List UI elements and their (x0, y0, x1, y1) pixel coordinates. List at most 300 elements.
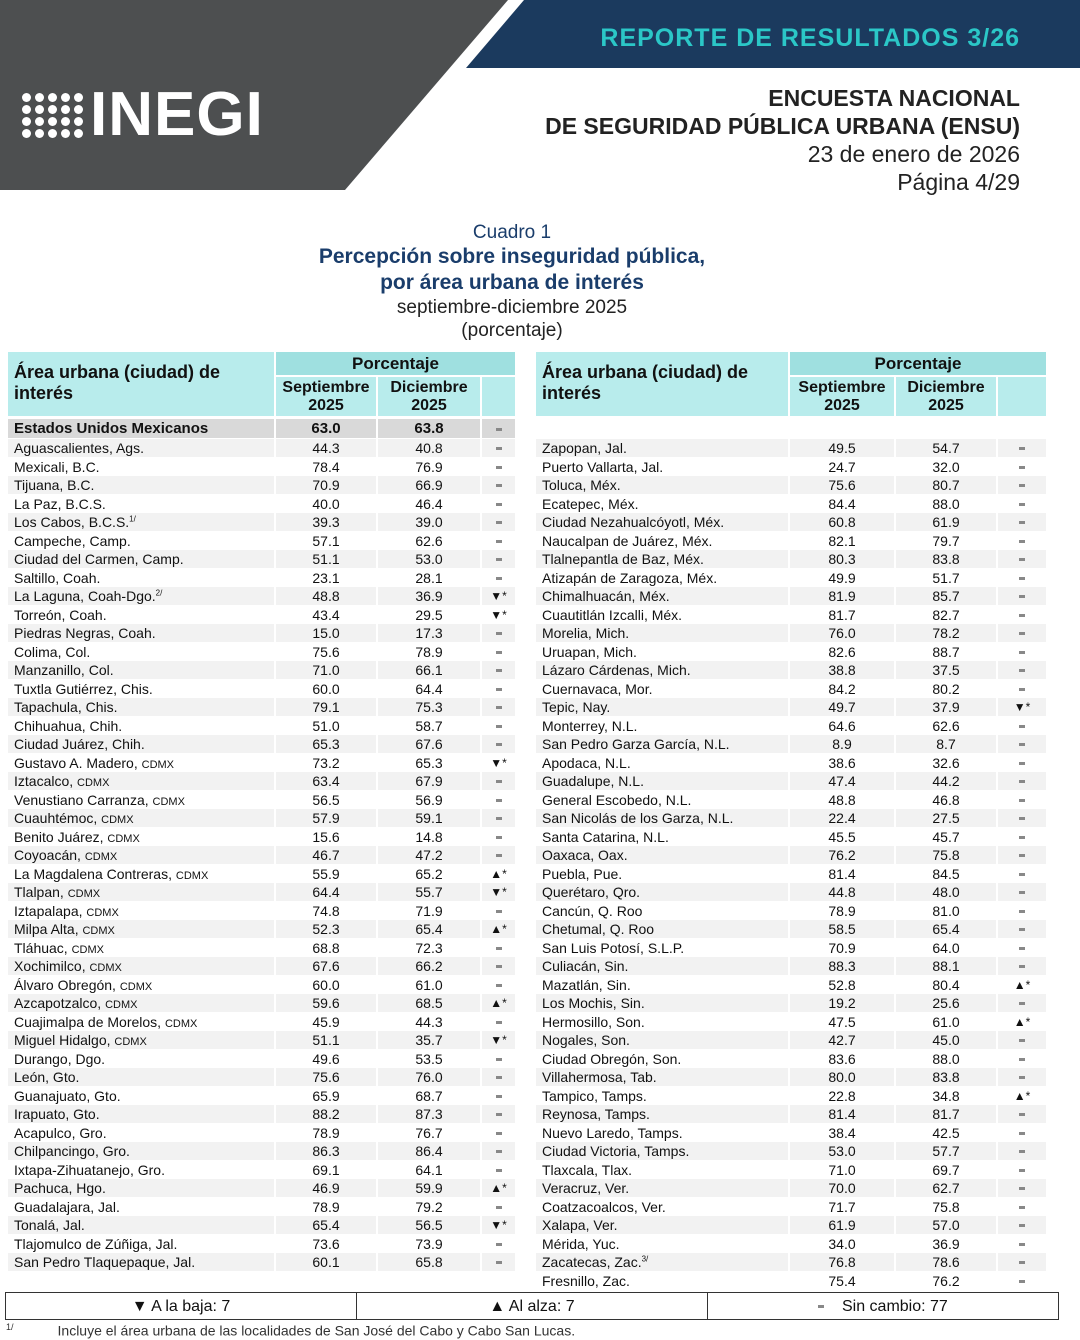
value-diciembre: 87.3 (378, 1105, 480, 1123)
value-diciembre: 59.1 (378, 809, 480, 827)
value-diciembre: 65.2 (415, 865, 443, 882)
value-diciembre: 75.8 (896, 846, 996, 864)
table-row (536, 791, 1046, 810)
area-suffix: CDMX (141, 758, 175, 771)
value-septiembre: 78.9 (828, 902, 856, 919)
no-change-icon (998, 624, 1046, 642)
row-area-name: Lázaro Cárdenas, Mich. (536, 661, 788, 679)
value-diciembre: 76.9 (415, 458, 443, 475)
value-diciembre: 67.9 (378, 772, 480, 790)
value-septiembre: 80.3 (790, 550, 894, 568)
value-septiembre: 82.1 (828, 532, 856, 549)
no-change-icon (998, 717, 1046, 735)
row-area-name: Ciudad Nezahualcóyotl, Méx. (536, 513, 788, 531)
title-unit: (porcentaje) (461, 320, 563, 341)
row-area-name: Ciudad Obregón, Son. (542, 1050, 682, 1067)
table-row (8, 735, 515, 754)
no-change-icon (998, 883, 1046, 901)
no-change-icon (998, 1198, 1046, 1216)
row-area-name: Chimalhuacán, Méx. (536, 587, 788, 605)
value-septiembre: 46.7 (276, 846, 376, 864)
value-septiembre: 49.7 (790, 698, 894, 716)
table-row (8, 809, 515, 828)
value-diciembre: 80.7 (896, 476, 996, 494)
value-septiembre: 48.8 (276, 587, 376, 605)
table-row (536, 957, 1046, 976)
value-diciembre: 57.0 (896, 1216, 996, 1234)
no-change-icon (998, 495, 1046, 513)
legend (5, 1292, 1059, 1320)
table-row (536, 883, 1046, 902)
no-change-icon (482, 1068, 515, 1086)
results-table-left (8, 352, 515, 1272)
row-area-name: Cancún, Q. Roo (542, 902, 643, 919)
area-suffix: CDMX (84, 851, 118, 863)
value-diciembre: 65.4 (378, 920, 480, 938)
table-row (8, 495, 515, 514)
value-septiembre: 60.0 (312, 976, 340, 993)
results-table-right (536, 352, 1046, 1290)
value-diciembre: 78.9 (415, 643, 443, 660)
area-suffix: CDMX (164, 1017, 198, 1030)
row-area-name: Tlalnepantla de Baz, Méx. (536, 550, 788, 568)
value-diciembre: 56.9 (415, 791, 443, 808)
row-area-name: Mazatlán, Sin. (542, 976, 631, 993)
no-change-icon (482, 495, 515, 513)
value-septiembre: 76.2 (790, 846, 894, 864)
value-septiembre: 78.9 (312, 1198, 340, 1215)
value-septiembre: 76.0 (790, 624, 894, 642)
value-septiembre: 60.1 (276, 1253, 376, 1271)
row-area-name: Ciudad Juárez, Chih. (8, 735, 274, 753)
table-row (8, 865, 515, 884)
table-row (8, 624, 515, 643)
area-suffix: CDMX (105, 999, 138, 1011)
row-area-name: Chihuahua, Chih. (14, 717, 123, 734)
row-area-name: Piedras Negras, Coah. (8, 624, 274, 642)
table-row (536, 994, 1046, 1013)
value-diciembre: 40.8 (378, 439, 480, 457)
no-change-icon (482, 532, 515, 550)
no-change-icon (998, 476, 1046, 494)
table-row (8, 680, 515, 699)
no-change-icon (998, 661, 1046, 679)
logo-text: INEGI (90, 80, 264, 149)
row-area-name: San Pedro Tlaquepaque, Jal. (8, 1253, 274, 1271)
no-change-icon (998, 1216, 1046, 1234)
row-area-name: Tapachula, Chis. (8, 698, 274, 716)
value-diciembre: 59.9 (378, 1179, 480, 1197)
value-septiembre: 81.9 (790, 587, 894, 605)
value-septiembre: 70.9 (828, 939, 856, 956)
value-septiembre: 78.4 (312, 458, 340, 475)
no-change-icon (998, 1105, 1046, 1123)
col-header-porcentaje: Porcentaje (276, 352, 515, 375)
no-change-icon (482, 902, 515, 920)
row-area-name: Puerto Vallarta, Jal. (542, 458, 664, 475)
row-area-name: Xalapa, Ver. (536, 1216, 788, 1234)
row-area-name: General Escobedo, N.L. (542, 791, 692, 808)
value-septiembre: 86.3 (276, 1142, 376, 1160)
value-septiembre: 8.9 (790, 735, 894, 753)
cuadro-label: Cuadro 1 (472, 222, 552, 243)
no-change-icon (998, 846, 1046, 864)
value-septiembre: 71.7 (828, 1198, 856, 1215)
table-row (536, 1179, 1046, 1198)
no-change-icon (998, 643, 1046, 661)
value-diciembre: 54.7 (896, 439, 996, 457)
value-septiembre: 75.6 (312, 643, 340, 660)
no-change-icon (998, 1161, 1046, 1179)
area-suffix: CDMX (175, 869, 209, 882)
arrow-up-icon: ▲* (1013, 977, 1031, 992)
area-suffix: CDMX (101, 814, 134, 826)
title-line1: Percepción sobre inseguridad pública, (318, 245, 706, 268)
value-septiembre: 65.4 (276, 1216, 376, 1234)
no-change-icon (998, 865, 1046, 883)
arrow-up-icon: ▲* (1013, 1088, 1031, 1103)
table-row (8, 643, 515, 662)
table-row (8, 1161, 515, 1180)
row-area-name: Puebla, Pue. (542, 865, 623, 882)
value-septiembre: 56.5 (312, 791, 340, 808)
row-area-name: Acapulco, Gro. (14, 1124, 107, 1141)
no-change-icon (998, 939, 1046, 957)
value-septiembre: 44.3 (276, 439, 376, 457)
no-change-icon (482, 939, 515, 957)
no-change-icon (482, 476, 515, 494)
no-change-icon (482, 680, 515, 698)
value-diciembre: 66.9 (378, 476, 480, 494)
table-row (8, 1013, 515, 1032)
no-change-icon (482, 1161, 515, 1179)
area-suffix: CDMX (67, 888, 101, 900)
value-septiembre: 74.8 (312, 902, 340, 919)
value-septiembre: 45.9 (312, 1013, 340, 1030)
row-area-name: Guanajuato, Gto. (14, 1087, 121, 1104)
value-septiembre: 88.2 (276, 1105, 376, 1123)
no-change-icon (998, 513, 1046, 531)
value-diciembre: 17.3 (378, 624, 480, 642)
no-change-icon (482, 569, 515, 587)
no-change-icon (482, 957, 515, 975)
col-header-diciembre: Diciembre 2025 (896, 377, 996, 416)
value-diciembre: 27.5 (896, 809, 996, 827)
col-header-septiembre: Septiembre 2025 (276, 377, 376, 416)
table-row (8, 1105, 515, 1124)
no-change-icon (998, 1031, 1046, 1049)
row-area-name: Tampico, Tamps. (542, 1087, 647, 1104)
row-area-name: Veracruz, Ver. (536, 1179, 788, 1197)
row-area-name: Cuautitlán Izcalli, Méx. (542, 606, 683, 623)
table-row (8, 754, 515, 773)
value-diciembre: 76.0 (378, 1068, 480, 1086)
area-suffix: CDMX (114, 1036, 147, 1048)
value-septiembre: 49.6 (312, 1050, 340, 1067)
footnote-ref: 2/ (155, 588, 163, 598)
table-row (536, 1050, 1046, 1069)
value-diciembre: 65.3 (415, 754, 443, 771)
value-septiembre: 42.7 (790, 1031, 894, 1049)
value-septiembre: 75.4 (828, 1272, 856, 1289)
value-diciembre: 84.5 (932, 865, 960, 882)
table-row (8, 1068, 515, 1087)
table-row (536, 661, 1046, 680)
area-suffix: CDMX (107, 832, 140, 845)
col-header-indicator (998, 377, 1046, 416)
value-diciembre: 46.4 (415, 495, 443, 512)
row-area-name: Hermosillo, Son. (542, 1013, 645, 1030)
value-septiembre: 68.8 (312, 939, 340, 956)
table-row (8, 439, 515, 458)
table-row (536, 846, 1046, 865)
row-area-name: Los Mochis, Sin. (536, 994, 788, 1012)
no-change-icon (482, 809, 515, 827)
table-row (536, 1272, 1046, 1291)
value-septiembre: 38.6 (828, 754, 856, 771)
value-septiembre: 69.1 (312, 1161, 340, 1178)
table-row (536, 902, 1046, 921)
table-row (536, 680, 1046, 699)
value-diciembre: 76.7 (415, 1124, 443, 1141)
row-area-name: Cuauhtémoc, CDMX (8, 809, 274, 827)
arrow-down-icon: ▼* (998, 698, 1046, 716)
no-change-icon (998, 1179, 1046, 1197)
row-area-name: La Magdalena Contreras, CDMX (14, 865, 209, 882)
table-row (536, 809, 1046, 828)
value-septiembre: 60.0 (312, 680, 340, 697)
table-row (8, 846, 515, 865)
row-area-name: Xochimilco, CDMX (8, 957, 274, 975)
value-diciembre: 45.0 (896, 1031, 996, 1049)
value-septiembre: 63.0 (276, 419, 376, 438)
value-septiembre: 23.1 (312, 569, 340, 586)
row-area-name: La Paz, B.C.S. (14, 495, 106, 512)
value-diciembre: 44.3 (415, 1013, 443, 1030)
value-diciembre: 61.0 (415, 976, 443, 993)
no-change-icon (482, 976, 515, 994)
value-septiembre: 38.4 (828, 1124, 856, 1141)
table-row (8, 532, 515, 551)
value-septiembre: 51.1 (276, 1031, 376, 1049)
area-suffix: CDMX (82, 925, 115, 937)
value-septiembre: 49.5 (790, 439, 894, 457)
value-septiembre: 59.6 (276, 994, 376, 1012)
table-row (536, 476, 1046, 495)
value-septiembre: 19.2 (790, 994, 894, 1012)
page-number: Página 4/29 (897, 169, 1020, 195)
row-area-name: Tonalá, Jal. (8, 1216, 274, 1234)
no-change-icon (482, 1087, 515, 1105)
value-septiembre: 52.3 (276, 920, 376, 938)
value-diciembre: 80.4 (932, 976, 960, 993)
row-area-name: Santa Catarina, N.L. (542, 828, 669, 845)
value-septiembre: 49.9 (828, 569, 856, 586)
area-suffix: CDMX (77, 777, 110, 789)
value-septiembre: 53.0 (790, 1142, 894, 1160)
no-change-icon (998, 772, 1046, 790)
value-diciembre: 53.5 (415, 1050, 443, 1067)
row-area-name: Coyoacán, CDMX (8, 846, 274, 864)
no-change-icon (998, 532, 1046, 550)
legend-same: Sin cambio: 77 (708, 1293, 1058, 1319)
no-change-icon (998, 754, 1046, 772)
table-row (536, 717, 1046, 736)
row-area-name: San Luis Potosí, S.L.P. (542, 939, 685, 956)
value-diciembre: 47.2 (378, 846, 480, 864)
value-septiembre: 67.6 (276, 957, 376, 975)
table-row (536, 513, 1046, 532)
arrow-up-icon: ▲* (490, 866, 507, 881)
table-row (536, 550, 1046, 569)
value-diciembre: 88.0 (932, 1050, 960, 1067)
value-diciembre: 14.8 (415, 828, 443, 845)
table-row (8, 994, 515, 1013)
row-area-name: Ciudad del Carmen, Camp. (8, 550, 274, 568)
table-row (8, 976, 515, 995)
row-area-name: Tuxtla Gutiérrez, Chis. (14, 680, 153, 697)
table-row (536, 1068, 1046, 1087)
no-change-icon (482, 772, 515, 790)
arrow-down-icon: ▼* (482, 883, 515, 901)
row-area-name: Torreón, Coah. (14, 606, 107, 623)
table-row (536, 1031, 1046, 1050)
row-area-name: Guadalajara, Jal. (14, 1198, 120, 1215)
triangle-up-icon: ▲ (489, 1298, 506, 1315)
value-septiembre: 24.7 (828, 458, 856, 475)
value-diciembre: 57.7 (896, 1142, 996, 1160)
no-change-icon (998, 828, 1046, 846)
row-area-name: Colima, Col. (14, 643, 91, 660)
table-header (8, 352, 515, 416)
table-row (536, 865, 1046, 884)
no-change-icon (998, 1253, 1046, 1271)
row-area-name: San Nicolás de los Garza, N.L. (536, 809, 788, 827)
col-header-area: Área urbana (ciudad) de interés (8, 352, 274, 416)
no-change-icon (998, 606, 1046, 624)
row-area-name: Ecatepec, Méx. (542, 495, 639, 512)
footnote: $^{1/}$ Incluye el área urbana de las localidades de San José del Cabo y Cabo San Lucas. (6, 1322, 576, 1339)
table-row (8, 772, 515, 791)
value-diciembre: 8.7 (896, 735, 996, 753)
value-septiembre: 60.8 (790, 513, 894, 531)
value-diciembre: 83.8 (896, 550, 996, 568)
row-area-name: Tijuana, B.C. (8, 476, 274, 494)
value-diciembre: 25.6 (896, 994, 996, 1012)
release-date: 23 de enero de 2026 (807, 141, 1020, 167)
value-diciembre: 32.6 (932, 754, 960, 771)
row-area-name: Morelia, Mich. (536, 624, 788, 642)
value-diciembre: 81.7 (896, 1105, 996, 1123)
row-area-name: Villahermosa, Tab. (536, 1068, 788, 1086)
value-septiembre: 38.8 (790, 661, 894, 679)
no-change-icon (482, 717, 515, 735)
table-row (536, 735, 1046, 754)
value-septiembre: 81.4 (828, 865, 856, 882)
value-diciembre: 76.2 (932, 1272, 960, 1289)
table-row (536, 439, 1046, 458)
survey-line2: DE SEGURIDAD PÚBLICA URBANA (ENSU) (545, 113, 1020, 139)
value-septiembre: 40.0 (312, 495, 340, 512)
table-row (8, 1235, 515, 1254)
no-change-icon (998, 994, 1046, 1012)
value-diciembre: 68.5 (378, 994, 480, 1012)
row-area-name: Mérida, Yuc. (542, 1235, 620, 1252)
value-diciembre: 88.7 (932, 643, 960, 660)
row-area-name: Gustavo A. Madero, CDMX (14, 754, 175, 771)
row-area-name: Estados Unidos Mexicanos (8, 419, 274, 438)
row-area-name: Nuevo Laredo, Tamps. (542, 1124, 683, 1141)
no-change-icon (998, 1068, 1046, 1086)
table-row (8, 587, 515, 606)
no-change-icon (482, 1235, 515, 1253)
row-area-name: Tláhuac, CDMX (14, 939, 104, 956)
footnote-ref: 3/ (641, 1254, 649, 1264)
table-row (8, 1031, 515, 1050)
value-septiembre: 88.3 (790, 957, 894, 975)
logo-dots-icon (22, 93, 84, 138)
table-row (536, 1198, 1046, 1217)
value-diciembre: 85.7 (896, 587, 996, 605)
no-change-icon (482, 643, 515, 661)
value-septiembre: 73.2 (312, 754, 340, 771)
row-area-name: Álvaro Obregón, CDMX (14, 976, 153, 993)
value-septiembre: 44.8 (790, 883, 894, 901)
row-area-name: Aguascalientes, Ags. (8, 439, 274, 457)
table-row (536, 495, 1046, 514)
value-septiembre: 70.9 (276, 476, 376, 494)
no-change-icon (482, 458, 515, 476)
row-area-name: Ciudad Victoria, Tamps. (536, 1142, 788, 1160)
value-diciembre: 45.7 (932, 828, 960, 845)
no-change-icon (998, 1050, 1046, 1068)
value-septiembre: 52.8 (828, 976, 856, 993)
value-diciembre: 53.0 (378, 550, 480, 568)
row-area-name: Cuajimalpa de Morelos, CDMX (14, 1013, 198, 1030)
no-change-icon (998, 587, 1046, 605)
row-area-name: Venustiano Carranza, CDMX (14, 791, 185, 808)
row-area-name: Naucalpan de Juárez, Méx. (542, 532, 713, 549)
row-area-name: Uruapan, Mich. (542, 643, 637, 660)
value-septiembre: 45.5 (828, 828, 856, 845)
no-change-icon (482, 1253, 515, 1271)
row-area-name: Zapopan, Jal. (536, 439, 788, 457)
triangle-down-icon: ▼ (131, 1298, 148, 1315)
no-change-icon (998, 902, 1046, 920)
value-diciembre: 39.0 (378, 513, 480, 531)
no-change-icon (482, 624, 515, 642)
value-diciembre: 65.4 (896, 920, 996, 938)
value-diciembre: 64.4 (415, 680, 443, 697)
arrow-up-icon: ▲* (482, 1179, 515, 1197)
footnote-ref: 1/ (129, 514, 136, 524)
row-area-name: Zacatecas, Zac.$^{3/}$ (536, 1253, 788, 1271)
value-diciembre: 80.2 (932, 680, 960, 697)
table-row (536, 458, 1046, 477)
value-septiembre: 15.0 (276, 624, 376, 642)
value-septiembre: 61.9 (790, 1216, 894, 1234)
table-row (8, 957, 515, 976)
value-septiembre: 70.0 (790, 1179, 894, 1197)
row-area-name: Mexicali, B.C. (14, 458, 100, 475)
row-area-name: Los Cabos, B.C.S.$^{1/}$ (8, 513, 274, 531)
value-septiembre: 65.3 (276, 735, 376, 753)
value-septiembre: 81.7 (828, 606, 856, 623)
title-line2: por área urbana de interés (380, 271, 644, 294)
table-row (536, 1013, 1046, 1032)
value-septiembre: 65.9 (312, 1087, 340, 1104)
table-row (536, 698, 1046, 717)
